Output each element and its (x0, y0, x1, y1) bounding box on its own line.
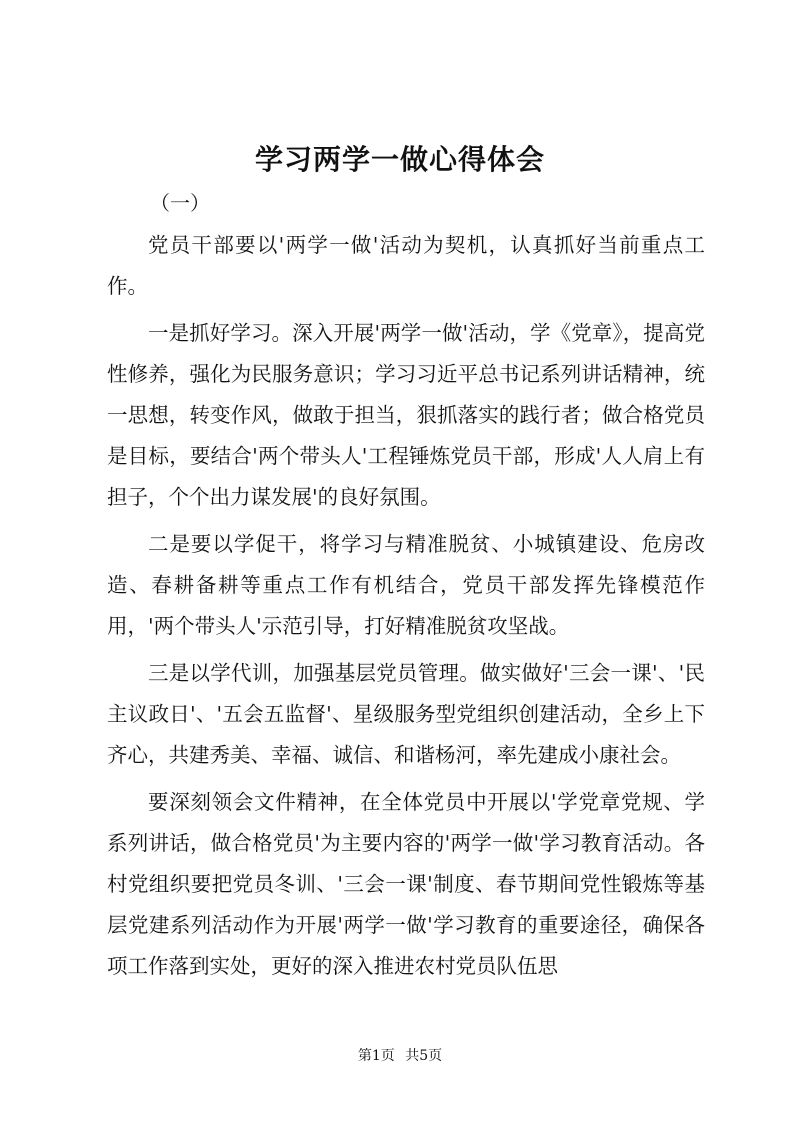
page-footer (0, 1046, 800, 1066)
paragraph-1: 党员干部要以'两学一做'活动为契机，认真抓好当前重点工作。 (107, 233, 705, 298)
paragraph-4: 三是以学代训，加强基层党员管理。做实做好'三会一课'、'民主议政日'、'五会五监督'、星级服务型党组织创建活动，全乡上下齐心，共建秀美、幸福、诚信、和谐杨河，率先建成小康社会。 (107, 661, 705, 767)
paragraph-5: 要深刻领会文件精神，在全体党员中开展以'学党章党规、学系列讲话，做合格党员'为主要内容的'两学一做'学习教育活动。各村党组织要把党员冬训、'三会一课'制度、春节期间党性锻炼等基层党建系列活动作为开展'两学一做'学习教育的重要途径，确保各项工作落到实处，更好的深入推进农村党员队伍思 (107, 790, 705, 978)
page-total: 共5页 (405, 1048, 443, 1064)
page-number: 第1页 (357, 1048, 395, 1064)
paragraph-2: 一是抓好学习。深入开展'两学一做'活动，学《党章》，提高党性修养，强化为民服务意识；学习习近平总书记系列讲话精神，统一思想，转变作风，做敢于担当，狠抓落实的践行者；做合格党员是目标，要结合'两个带头人'工程锤炼党员干部，形成'人人肩上有担子，个个出力谋发展'的良好氛围。 (107, 321, 705, 509)
document-body (107, 225, 705, 993)
paragraph-3: 二是要以学促干，将学习与精准脱贫、小城镇建设、危房改造、春耕备耕等重点工作有机结合，党员干部发挥先锋模范作用，'两个带头人'示范引导，打好精准脱贫攻坚战。 (107, 532, 705, 638)
section-label: （一） (150, 191, 210, 215)
document-title: 学习两学一做心得体会 (254, 143, 545, 176)
